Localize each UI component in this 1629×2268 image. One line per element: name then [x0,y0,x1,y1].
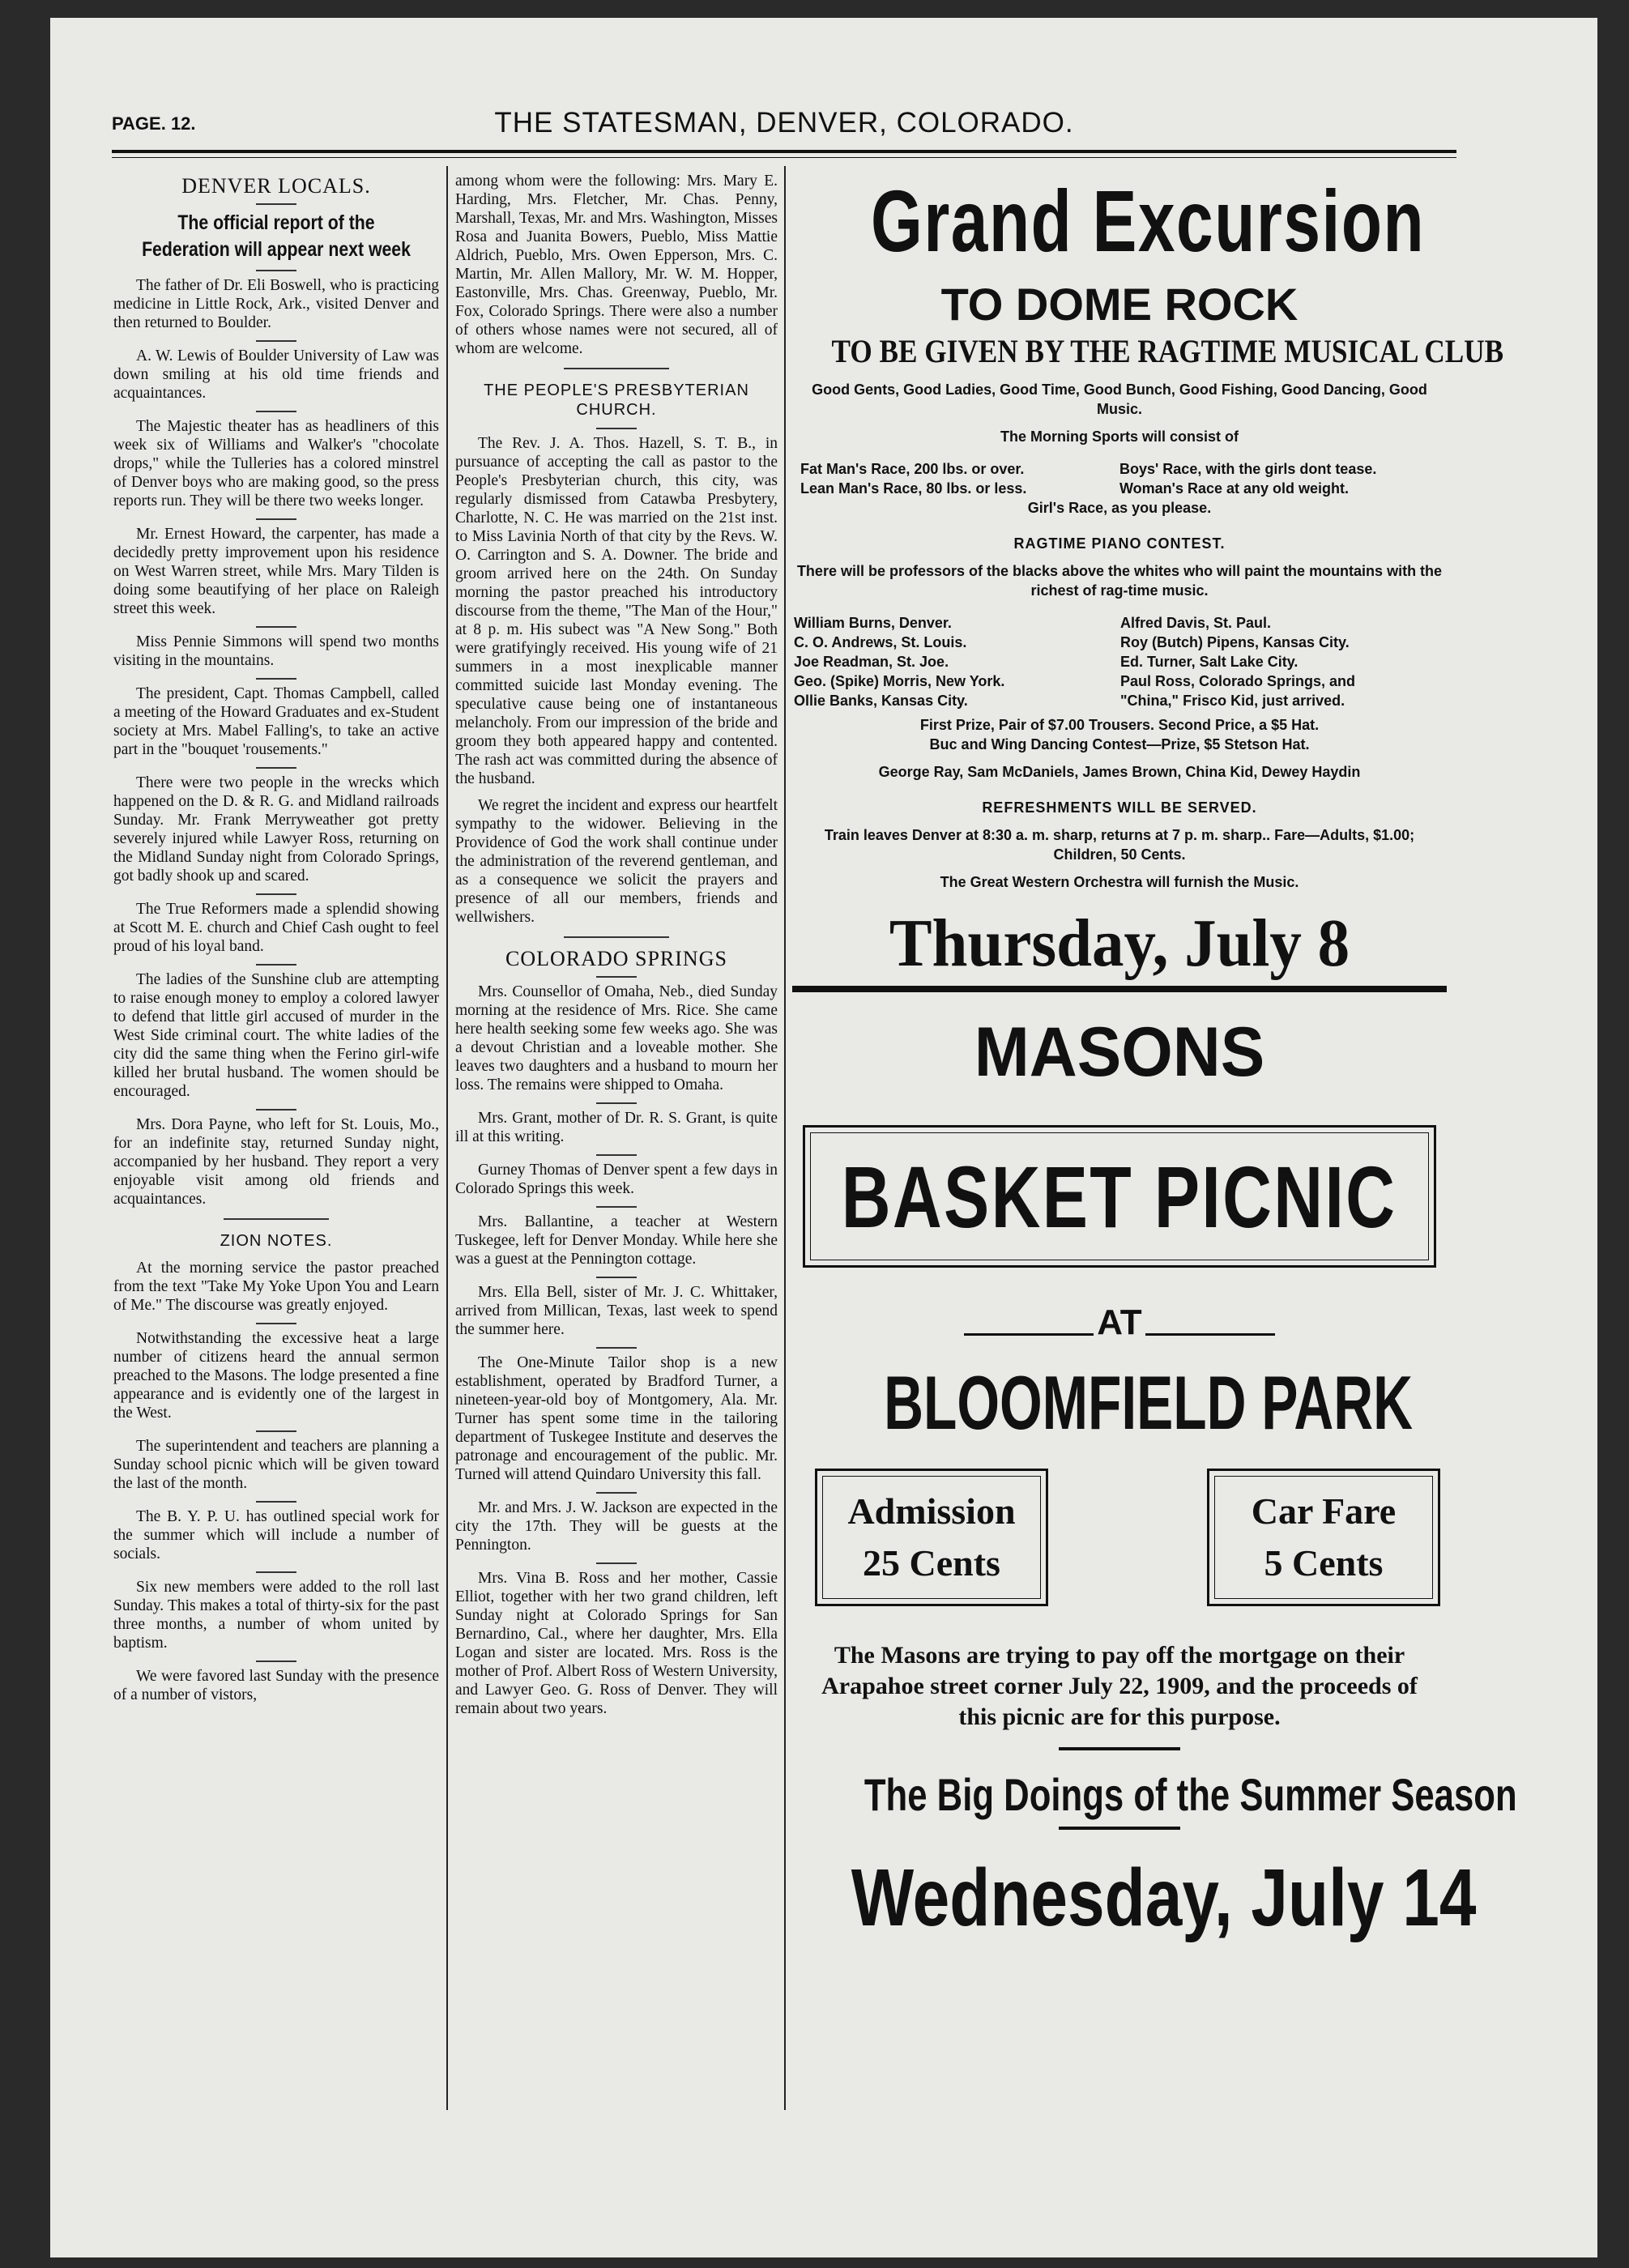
sports-intro: The Morning Sports will consist of [1000,428,1239,445]
divider [596,1206,637,1208]
news-item: Six new members were added to the roll last Sunday. This makes a total of thirty-six for the past three months, a number of whom united by baptism. [113,1579,439,1652]
divider [256,626,296,628]
race-item: Lean Man's Race, 80 lbs. or less. [800,480,1027,497]
news-item: Mrs. Ballantine, a teacher at Western Tuskegee, left for Denver Monday. While here she was a guest at the Pennington cottage. [455,1213,778,1268]
contestant: Paul Ross, Colorado Springs, and [1120,673,1356,689]
divider [596,428,637,429]
divider [596,1277,637,1278]
divider [596,1347,637,1349]
news-item: We were favored last Sunday with the presence of a number of vistors, [113,1668,439,1703]
news-item: The president, Capt. Thomas Campbell, called a meeting of the Howard Graduates and ex-Student society at Mrs. Mabel Falling's, to take an active part in the "bouquet 'rousements." [113,685,439,758]
contestant: C. O. Andrews, St. Louis. [794,634,967,650]
piano-contest-heading: RAGTIME PIANO CONTEST. [1013,535,1226,552]
masthead-rule [112,150,1456,153]
race-list [792,459,1447,498]
news-item: The Rev. J. A. Thos. Hazell, S. T. B., in pursuance of accepting the call as pastor to the People's Presbyterian church, this city, was regularly dismissed from Catawba Presbytery, Charlotte, N. C. He was married on the 21st inst. to Miss Lavinia North of that city by the Revs. W. O. Carrington and S. A. Downer. The bride and groom arrived here on the 24th. On Sunday morning the pastor preached his introductory discourse from the theme, "The Man of the Hour," at 8 p. m. His subect was "A New Song." Both were gratifyingly received. His young wife of 21 summers in a most inexplicable manner committed suicide last Monday evening. The speculative cause being one of instantaneous melancholy. From our impression of the bride and groom they both appeared happy and contented. The rash act was committed during the absence of the husband. [455,435,778,787]
news-item: The ladies of the Sunshine club are attempting to raise enough money to employ a colored lawyer to defend that little girl accused of murder in the West Side criminal court. The white ladies of the city did the same thing when the Ferino girl-wife killed her brutal husband. The women should be encouraged. [113,971,439,1100]
news-item: A. W. Lewis of Boulder University of Law was down smiling at his old time friends and acquaintances. [113,347,439,402]
federation-notice: The official report of the Federation will appear next week [142,211,411,261]
divider [256,270,296,271]
column-rule-2 [784,166,786,2110]
news-item: At the morning service the pastor preached from the text "Take My Yoke Upon You and Learn of Me." The discourse was greatly enjoyed. [113,1260,439,1314]
news-item: Mrs. Counsellor of Omaha, Neb., died Sunday morning at the residence of Mrs. Rice. She came here health seeking some few weeks ago. She was a devout Christian and a loveable mother. She leaves two daughters and a husband to mourn her loss. The remains were shipped to Omaha. [455,983,778,1094]
divider [1059,1747,1180,1750]
news-item: The Majestic theater has as headliners of this week six of Williams and Walker's "chocolate drops," while the Tulleries has a colored minstrel of Denver boys who are making good, so the press reports run. They will be there two weeks longer. [113,418,439,509]
contestant: Roy (Butch) Pipens, Kansas City. [1120,634,1350,650]
divider [256,893,296,895]
divider [1059,1827,1180,1830]
section-divider [224,1218,329,1220]
contestant: Ollie Banks, Kansas City. [794,693,968,709]
column-denver-locals [113,172,439,1712]
news-item: The One-Minute Tailor shop is a new establishment, operated by Bradford Turner, a nineteen-year-old boy of Montgomery, Ala. Mr. Turner has spent some time in the tailoring department of Tuskegee Institute and deserves the patronage and encouragement of the public. Mr. Turned will attend Quindaro University this fall. [455,1354,778,1483]
masthead-rule-thin [112,157,1456,158]
at-line [792,1295,1447,1341]
news-item: The B. Y. P. U. has outlined special work for the summer which will include a number of socials. [113,1508,439,1562]
divider [596,976,637,978]
race-item: Woman's Race at any old weight. [1119,480,1350,497]
page-number: PAGE. 12. [112,113,196,134]
dancer-list: George Ray, Sam McDaniels, James Brown, China Kid, Dewey Haydin [878,764,1361,780]
divider [256,1430,296,1432]
news-item: Miss Pennie Simmons will spend two months visiting in the mountains. [113,633,439,669]
divider [256,340,296,342]
admission-price: 25 Cents [863,1542,1000,1584]
car-fare-price: 5 Cents [1264,1542,1384,1584]
excursion-title: Grand Excursion [870,172,1426,270]
divider [256,1660,296,1662]
car-fare-label: Car Fare [1251,1490,1397,1532]
news-item: Mrs. Dora Payne, who left for St. Louis, Mo., for an indefinite stay, returned Sunday night, accompanied by her husband. They report a very enjoyable visit among old friends and acquaintances. [113,1116,439,1208]
section-divider [564,936,669,938]
news-item: The True Reformers made a splendid showing at Scott M. E. church and Chief Cash ought to feel proud of his loyal band. [113,901,439,955]
car-fare-box [1207,1469,1440,1606]
section-heading-presbyterian-church: THE PEOPLE'S PRESBYTERIAN CHURCH. [484,382,749,419]
race-item: Fat Man's Race, 200 lbs. or over. [800,461,1025,477]
race-item: Boys' Race, with the girls dont tease. [1119,461,1377,477]
news-item: Notwithstanding the excessive heat a large number of citizens heard the annual sermon preached to the Masons. The lodge presented a fine appearance and is evidently one of the largest in the West. [113,1330,439,1422]
contestant: Geo. (Spike) Morris, New York. [794,673,1005,689]
excursion-date: Thursday, July 8 [889,906,1350,981]
prize-text: Buc and Wing Dancing Contest—Prize, $5 Stetson Hat. [929,736,1310,752]
column-rule-1 [446,166,448,2110]
news-item: There were two people in the wrecks which happened on the D. & R. G. and Midland railroads Sunday. Mr. Frank Merryweather got pretty severely injured while Lawyer Ross, returning on the Midland Sunday night from Colorado Springs, got badly shook up and scared. [113,774,439,885]
basket-picnic-title: BASKET PICNIC [842,1147,1397,1246]
news-item: Mrs. Ella Bell, sister of Mr. J. C. Whittaker, arrived from Millican, Texas, last week to spend the summer here. [455,1284,778,1338]
news-item: Mr. and Mrs. J. W. Jackson are expected in the city the 17th. They will be guests at the Pennington. [455,1499,778,1554]
divider [256,964,296,966]
masons-heading: MASONS [974,1013,1265,1091]
train-schedule: Train leaves Denver at 8:30 a. m. sharp, returns at 7 p. m. sharp.. Fare—Adults, $1.00; Children, 50 Cents. [824,827,1415,863]
section-heading-colorado-springs: COLORADO SPRINGS [505,947,727,970]
price-boxes [792,1469,1447,1606]
masthead [112,107,1456,139]
divider [256,1501,296,1503]
park-name: BLOOMFIELD PARK [884,1360,1414,1445]
contestant: Joe Readman, St. Joe. [794,654,949,670]
divider [596,1154,637,1156]
piano-contest-text: There will be professors of the blacks above the whites who will paint the mountains with the richest of rag-time music. [796,563,1443,599]
at-word: AT [1097,1302,1142,1342]
prize-text: First Prize, Pair of $7.00 Trousers. Second Price, a $5 Hat. [919,717,1320,733]
refreshments-notice: REFRESHMENTS WILL BE SERVED. [982,799,1257,816]
contestant: "China," Frisco Kid, just arrived. [1120,693,1345,709]
mortgage-notice: The Masons are trying to pay off the mortgage on their Arapahoe street corner July 22, 1909, and the proceeds of this picnic are for this purpose. [821,1642,1418,1730]
good-list: Good Gents, Good Ladies, Good Time, Good Bunch, Good Fishing, Good Dancing, Good Music. [812,382,1427,417]
divider [596,1492,637,1494]
news-item: The father of Dr. Eli Boswell, who is practicing medicine in Little Rock, Ark., visited Denver and then returned to Boulder. [113,277,439,331]
column-church-and-springs [455,172,778,1726]
race-item: Girl's Race, as you please. [1027,500,1212,516]
news-item: Mrs. Vina B. Ross and her mother, Cassie Elliot, together with her two grand children, left Sunday night at Colorado Springs for San Bernardino, Cal., where her daughter, Mrs. Ella Logan and sister are located. Mrs. Ross is the mother of Prof. Albert Ross of Western University, and Lawyer Geo. G. Ross of Denver. They will remain about two years. [455,1570,778,1717]
news-item: Mrs. Grant, mother of Dr. R. S. Grant, is quite ill at this writing. [455,1110,778,1145]
contestant-list [792,613,1447,710]
divider [596,1562,637,1564]
picnic-date: Wednesday, July 14 [851,1852,1477,1943]
orchestra-notice: The Great Western Orchestra will furnish the Music. [940,874,1299,890]
divider [256,518,296,520]
basket-picnic-box [803,1125,1436,1268]
news-item: We regret the incident and express our heartfelt sympathy to the widower. Believing in the Providence of God the work shall continue under the administration of the reverend gentleman, and as a consequence we solicit the prayers and presence of all our members, friends and wellwishers. [455,797,778,926]
contestant: Alfred Davis, St. Paul. [1120,615,1272,631]
divider [256,1323,296,1324]
excursion-host: TO BE GIVEN BY THE RAGTIME MUSICAL CLUB [831,333,1504,369]
news-item: Mr. Ernest Howard, the carpenter, has made a decidedly pretty improvement upon his residence on West Warren street, while Mrs. Mary Tilden is doing some beautifying of her place on Raleigh street this week. [113,526,439,617]
admission-label: Admission [847,1490,1016,1532]
excursion-destination: TO DOME ROCK [940,279,1299,330]
divider [256,411,296,412]
divider [256,203,296,205]
ad-separator-rule [792,986,1447,992]
divider [596,1102,637,1104]
newspaper-title: THE STATESMAN, DENVER, COLORADO. [494,107,1074,139]
news-item: The superintendent and teachers are planning a Sunday school picnic which will be given toward the last of the month. [113,1438,439,1492]
big-doings-banner: The Big Doings of the Summer Season [864,1769,1517,1820]
visitor-list: among whom were the following: Mrs. Mary E. Harding, Mrs. Fletcher, Mr. Chas. Penny, Marshall, Texas, Mr. and Mrs. Washington, Misses Rosa and Juanita Bowers, Pueblo, Miss Mattie Aldrich, Pueblo, Mrs. Owen Epperson, Mrs. C. Martin, Mr. Allen Mallory, Mr. W. M. Hopper, Eastonville, Mrs. Chas. Greenway, Pueblo, Mr. Fox, Colorado Springs. There were also a number of others whose names were not secured, all of whom are welcome. [455,173,778,357]
contestant: William Burns, Denver. [794,615,952,631]
divider [256,1571,296,1573]
advertisement-column [792,166,1517,1945]
news-item: Gurney Thomas of Denver spent a few days in Colorado Springs this week. [455,1162,778,1197]
divider [256,767,296,769]
section-divider [564,368,669,369]
section-heading-denver-locals: DENVER LOCALS. [181,174,371,198]
contestant: Ed. Turner, Salt Lake City. [1120,654,1299,670]
admission-box [815,1469,1048,1606]
divider [256,1109,296,1111]
divider [256,678,296,680]
section-heading-zion-notes: ZION NOTES. [220,1232,333,1250]
